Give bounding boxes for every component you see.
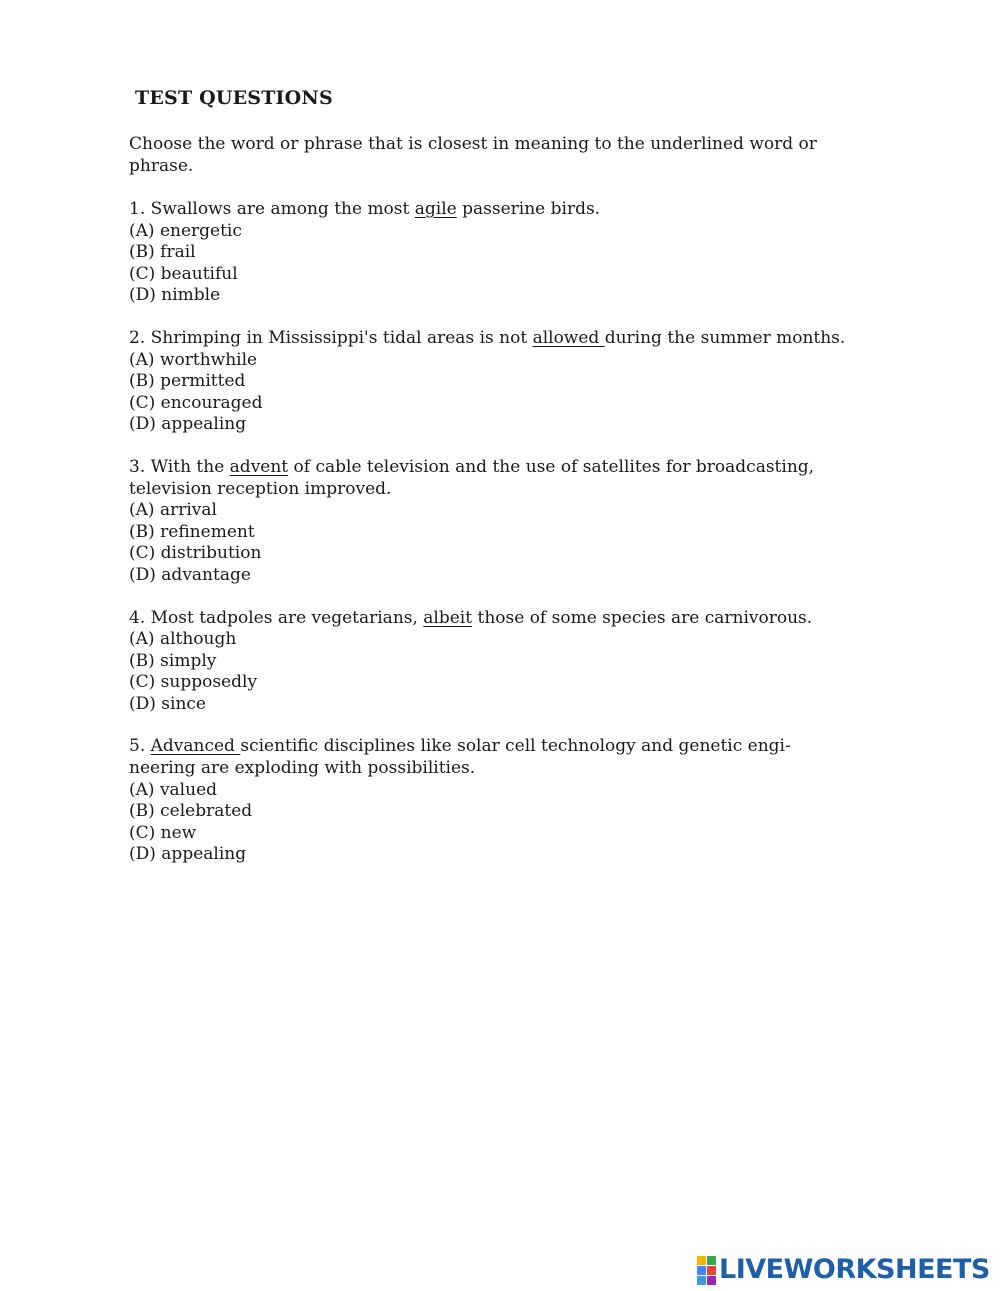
question-prefix: 1. Swallows are among the most xyxy=(129,199,415,219)
option-b[interactable]: (B) celebrated xyxy=(129,801,253,822)
option-b[interactable]: (B) permitted xyxy=(129,371,246,392)
underlined-word: allowed xyxy=(532,327,605,348)
question-5 xyxy=(129,736,849,866)
option-b[interactable]: (B) frail xyxy=(129,242,196,263)
question-prefix: 5. xyxy=(129,736,151,757)
logo-block xyxy=(697,1256,706,1265)
question-1 xyxy=(129,199,849,307)
logo-block xyxy=(707,1266,716,1275)
option-b[interactable]: (B) simply xyxy=(129,650,217,671)
liveworksheets-logo-icon xyxy=(697,1256,716,1285)
logo-block xyxy=(697,1276,706,1285)
answer-options xyxy=(129,221,849,307)
option-d[interactable]: (D) advantage xyxy=(129,564,251,585)
option-c[interactable]: (C) distribution xyxy=(129,543,262,564)
option-a[interactable]: (A) arrival xyxy=(129,500,217,521)
logo-block xyxy=(707,1256,716,1265)
option-d[interactable]: (D) since xyxy=(129,693,206,714)
underlined-word: Advanced xyxy=(150,736,241,757)
option-c[interactable]: (C) encouraged xyxy=(129,392,263,413)
question-suffix: passerine birds. xyxy=(456,199,601,219)
question-text xyxy=(129,608,849,630)
option-a[interactable]: (A) valued xyxy=(129,779,218,800)
option-b[interactable]: (B) refinement xyxy=(129,521,255,542)
underlined-word: agile xyxy=(414,199,457,219)
instructions: Choose the word or phrase that is closest in meaning to the underlined word or phrase. xyxy=(129,134,817,176)
answer-options xyxy=(129,500,849,586)
question-suffix: scientific disciplines like solar cell technology and genetic engi-neering are exploding with possibilities. xyxy=(129,736,791,779)
option-a[interactable]: (A) worthwhile xyxy=(129,349,258,370)
answer-options xyxy=(129,780,849,866)
underlined-word: albeit xyxy=(423,607,473,628)
page-title: TEST QUESTIONS xyxy=(135,87,333,109)
question-text xyxy=(129,328,849,350)
question-text xyxy=(129,736,849,779)
option-c[interactable]: (C) new xyxy=(129,822,197,843)
question-suffix: of cable television and the use of satellites for broadcasting, television reception improved. xyxy=(129,456,820,499)
logo-block xyxy=(697,1266,706,1275)
option-c[interactable]: (C) supposedly xyxy=(129,672,258,693)
question-prefix: 3. With the xyxy=(129,456,230,477)
liveworksheets-brand[interactable] xyxy=(697,1256,990,1284)
question-list xyxy=(129,199,849,887)
question-4 xyxy=(129,608,849,716)
option-a[interactable]: (A) although xyxy=(129,629,237,650)
question-prefix: 2. Shrimping in Mississippi's tidal areas is not xyxy=(129,327,533,348)
option-d[interactable]: (D) nimble xyxy=(129,285,221,306)
option-d[interactable]: (D) appealing xyxy=(129,844,247,865)
option-a[interactable]: (A) energetic xyxy=(129,220,242,241)
answer-options xyxy=(129,629,849,715)
question-prefix: 4. Most tadpoles are vegetarians, xyxy=(129,607,424,628)
question-text xyxy=(129,199,849,221)
underlined-word: advent xyxy=(229,456,289,477)
brand-name: LIVEWORKSHEETS xyxy=(719,1254,990,1285)
question-text xyxy=(129,457,849,500)
question-3 xyxy=(129,457,849,587)
logo-block xyxy=(707,1276,716,1285)
question-suffix: during the summer months. xyxy=(604,327,846,348)
option-d[interactable]: (D) appealing xyxy=(129,414,247,435)
option-c[interactable]: (C) beautiful xyxy=(129,263,238,284)
question-suffix: those of some species are carnivorous. xyxy=(472,607,813,628)
question-2 xyxy=(129,328,849,436)
answer-options xyxy=(129,350,849,436)
